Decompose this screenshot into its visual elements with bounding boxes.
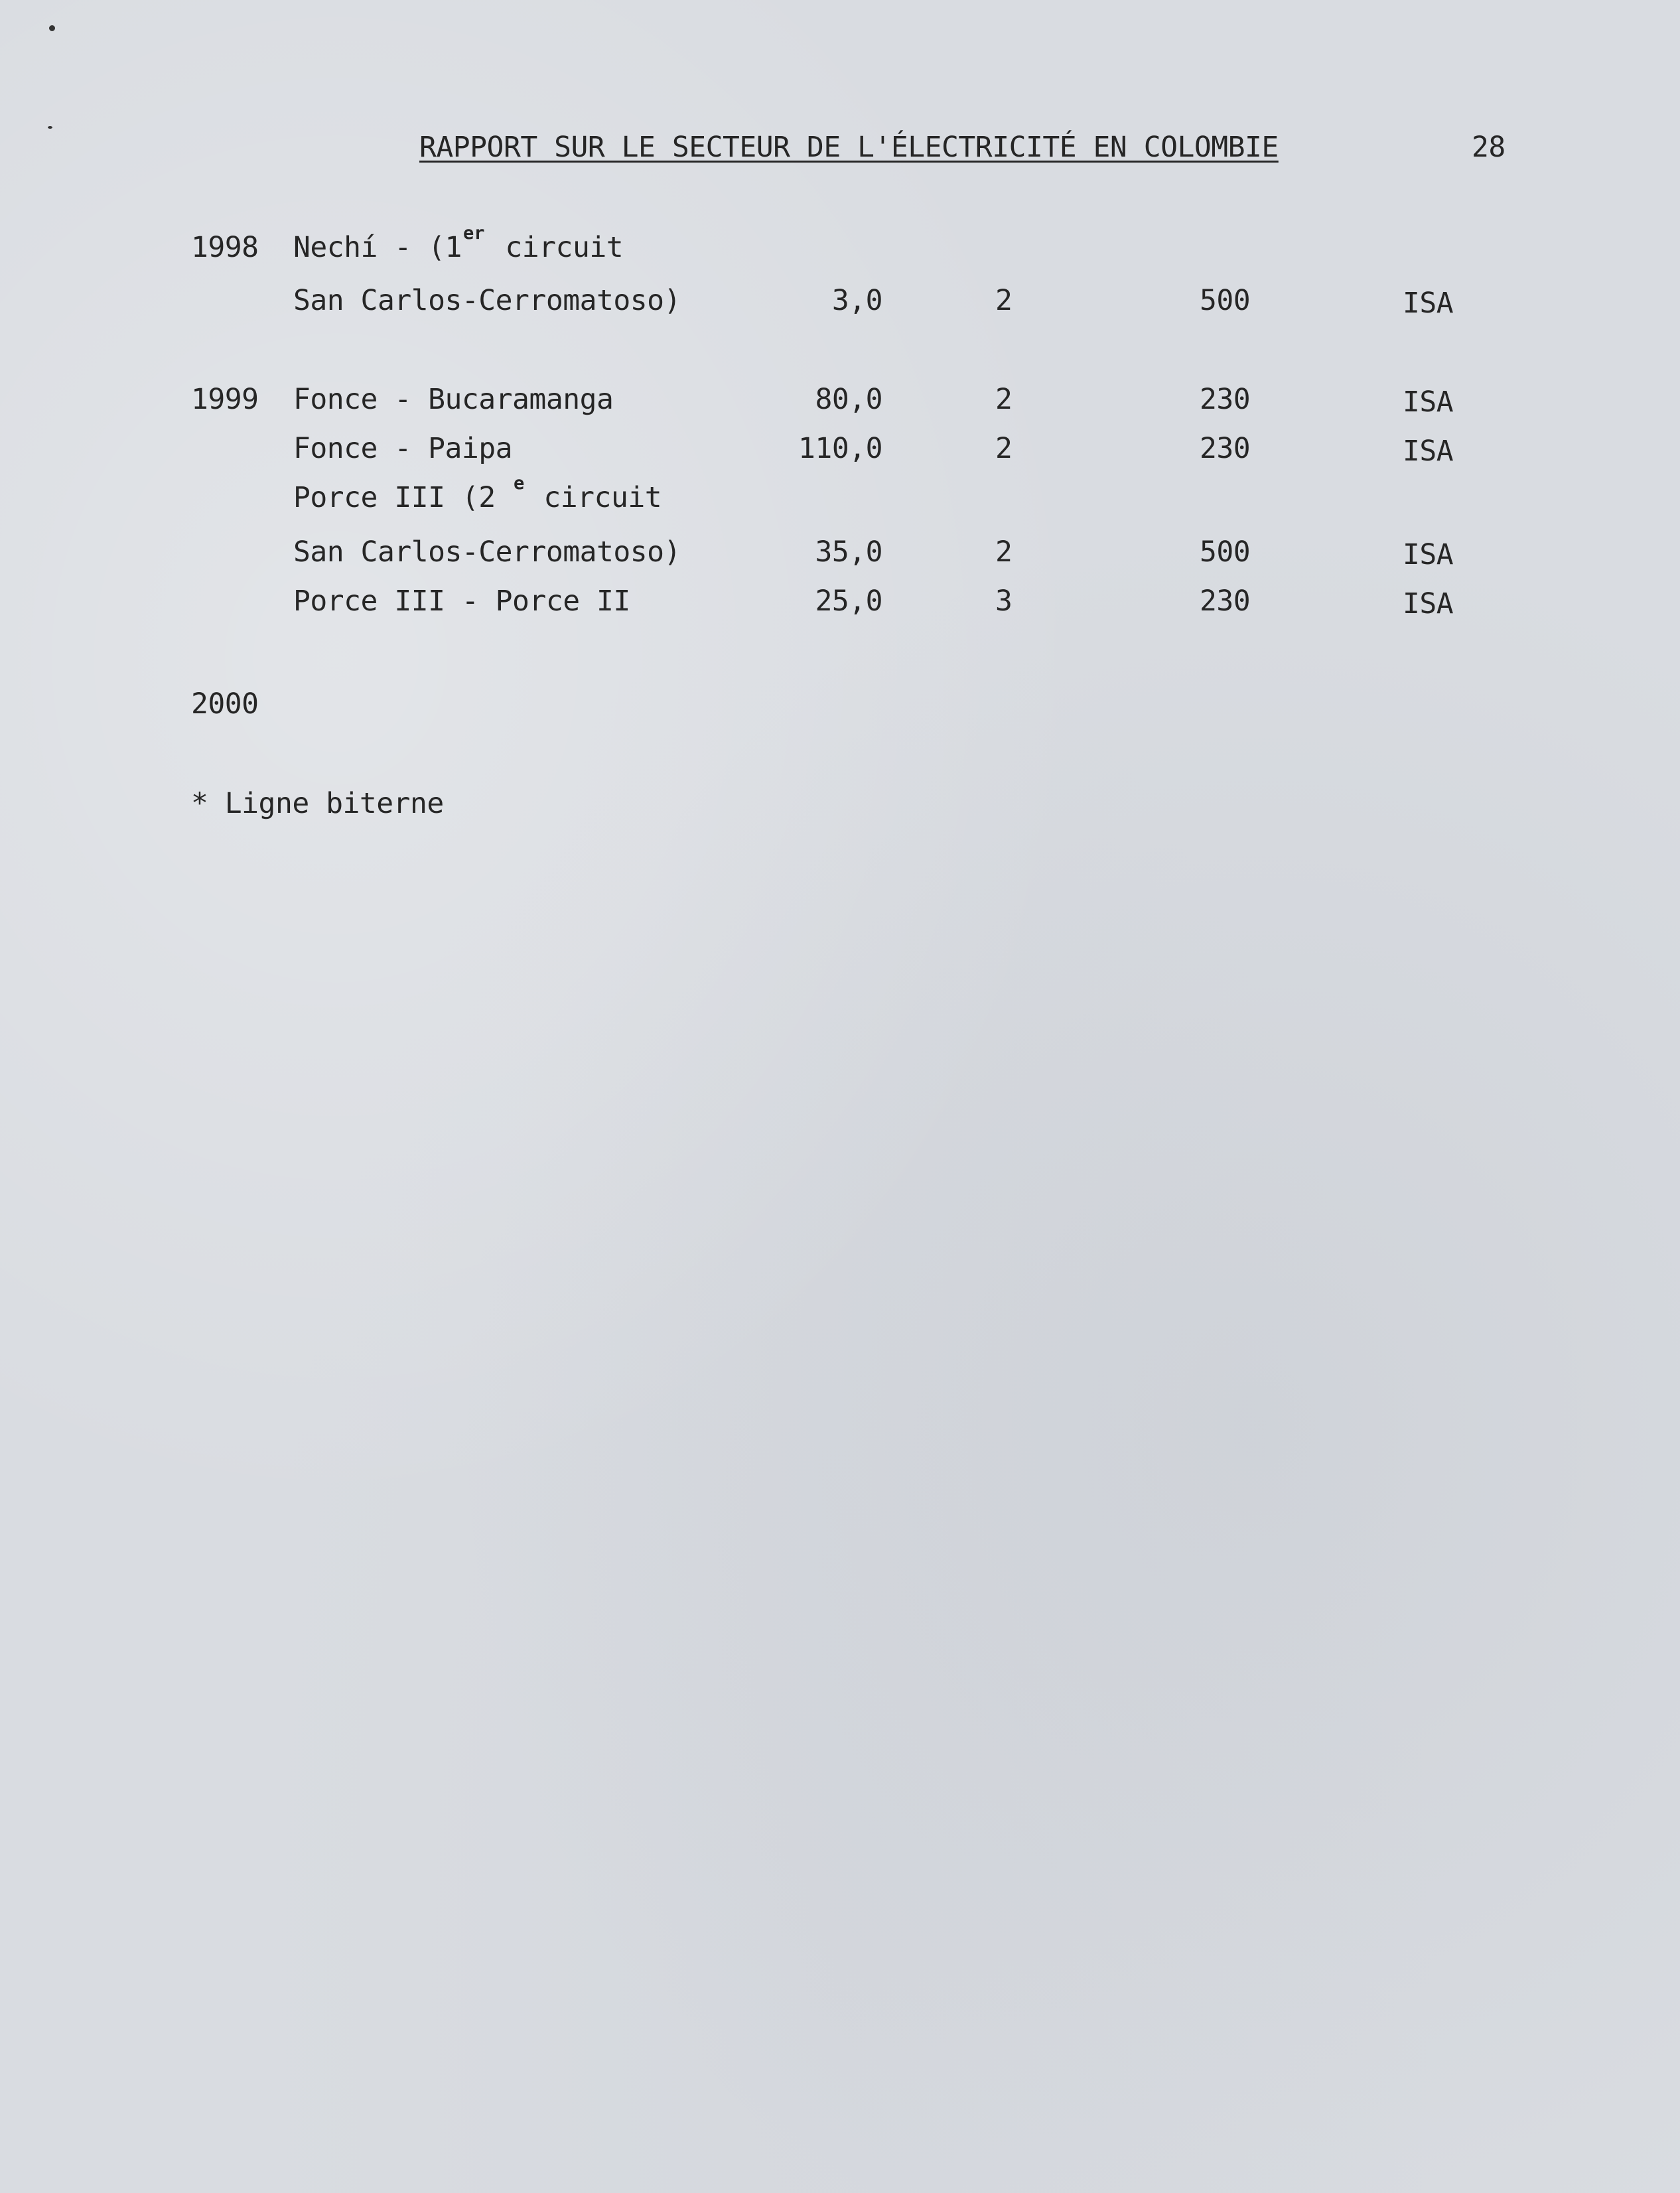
line-name-part: Porce III (2 — [293, 481, 496, 514]
year-label: 2000 — [191, 687, 259, 721]
circuits-value: 2 — [995, 535, 1013, 569]
circuits-value: 3 — [995, 585, 1013, 618]
footnote: * Ligne biterne — [191, 787, 444, 820]
superscript: e — [514, 473, 525, 494]
length-value: 80,0 — [815, 383, 882, 416]
owner-value: ISA — [1403, 435, 1454, 468]
length-value: 35,0 — [815, 535, 882, 569]
owner-value: ISA — [1403, 287, 1454, 320]
scan-speck — [49, 25, 55, 31]
voltage-value: 500 — [1200, 535, 1251, 569]
voltage-value: 230 — [1200, 585, 1251, 618]
line-name: San Carlos-Cerromatoso) — [293, 535, 681, 569]
scan-speck — [48, 126, 52, 129]
line-name: Fonce - Bucaramanga — [293, 383, 614, 416]
line-name: San Carlos-Cerromatoso) — [293, 284, 681, 317]
circuits-value: 2 — [995, 432, 1013, 465]
line-name — [293, 230, 462, 265]
circuits-value: 2 — [995, 383, 1013, 416]
line-name-part: Nechí - (1 — [293, 231, 462, 264]
page-title: RAPPORT SUR LE SECTEUR DE L'ÉLECTRICITÉ EN COLOMBIE — [419, 131, 1279, 164]
voltage-value: 230 — [1200, 432, 1251, 465]
owner-value: ISA — [1403, 538, 1454, 571]
line-name: Fonce - Paipa — [293, 432, 513, 465]
circuits-value: 2 — [995, 284, 1013, 317]
line-name-part: circuit — [488, 231, 624, 264]
length-value: 110,0 — [798, 432, 882, 465]
year-label: 1998 — [191, 231, 259, 264]
length-value: 25,0 — [815, 585, 882, 618]
length-value: 3,0 — [831, 284, 882, 317]
page-number: 28 — [1472, 131, 1505, 164]
voltage-value: 230 — [1200, 383, 1251, 416]
owner-value: ISA — [1403, 587, 1454, 620]
superscript: er — [463, 223, 485, 244]
year-label: 1999 — [191, 383, 259, 416]
line-name-part: circuit — [527, 481, 662, 514]
owner-value: ISA — [1403, 386, 1454, 419]
line-name: Porce III - Porce II — [293, 585, 630, 618]
voltage-value: 500 — [1200, 284, 1251, 317]
